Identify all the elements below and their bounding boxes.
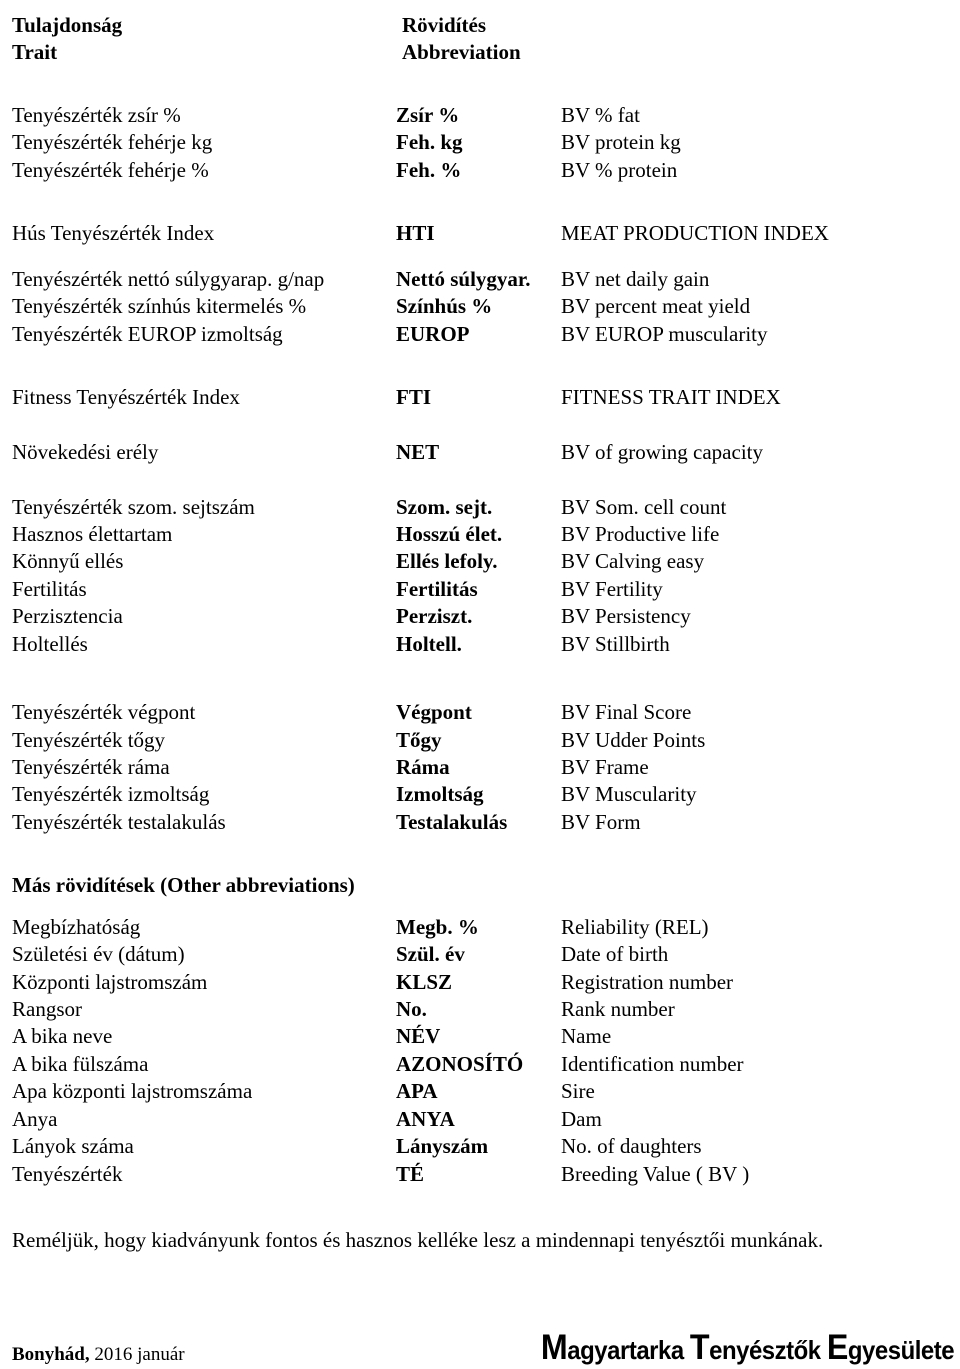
logo-initial-m: M [540,1328,568,1367]
abbreviation-cell: Perziszt. [396,604,473,628]
closing-sentence: Reméljük, hogy kiadványunk fontos és hasznos kelléke lesz a mindennapi tenyésztői munkának. [12,1228,824,1252]
english-cell: BV Productive life [561,522,720,546]
header-trait-hu: Tulajdonság [12,13,123,37]
logo-initial-e: E [826,1328,848,1367]
english-cell: Sire [561,1079,595,1103]
abbreviation-cell: ANYA [396,1107,455,1131]
trait-cell: Megbízhatóság [12,915,141,939]
trait-cell: Születési év (dátum) [12,942,185,966]
abbreviation-cell: Holtell. [396,632,462,656]
english-cell: MEAT PRODUCTION INDEX [561,221,829,245]
association-logo [541,1330,954,1368]
trait-cell: Tenyészérték színhús kitermelés % [12,294,307,318]
table-row [0,494,960,521]
table-row [0,941,960,968]
english-cell: BV Udder Points [561,728,706,752]
header-trait-column [12,12,122,66]
table-row [0,220,960,247]
abbreviation-cell: Ráma [396,755,450,779]
abbreviation-cell: Zsír % [396,103,460,127]
table-row [0,1051,960,1078]
abbreviation-cell: Színhús % [396,294,493,318]
table-row [0,521,960,548]
table-row [0,969,960,996]
table-row [0,576,960,603]
abbreviation-cell: NET [396,440,440,464]
english-cell: Rank number [561,997,675,1021]
abbreviation-cell: Lányszám [396,1134,489,1158]
english-cell: BV Calving easy [561,549,705,573]
abbreviation-cell: Nettó súlygyar. [396,267,531,291]
trait-cell: Tenyészérték [12,1162,123,1186]
table-row [0,781,960,808]
table-row [0,1078,960,1105]
trait-cell: Lányok száma [12,1134,134,1158]
trait-cell: Fertilitás [12,577,87,601]
other-abbreviations-title: Más rövidítések (Other abbreviations) [12,873,355,897]
table-row [0,1106,960,1133]
english-cell: BV of growing capacity [561,440,763,464]
english-cell: BV Stillbirth [561,632,670,656]
trait-cell: Holtellés [12,632,88,656]
trait-cell: Tenyészérték végpont [12,700,196,724]
english-cell: BV Som. cell count [561,495,727,519]
trait-cell: Rangsor [12,997,82,1021]
footer-place: Bonyhád, [12,1344,90,1365]
english-cell: No. of daughters [561,1134,702,1158]
abbreviation-cell: FTI [396,385,432,409]
trait-cell: Tenyészérték fehérje % [12,158,209,182]
english-cell: Registration number [561,970,734,994]
footer-date: 2016 január [94,1344,185,1365]
trait-cell: Központi lajstromszám [12,970,208,994]
trait-cell: Apa központi lajstromszáma [12,1079,253,1103]
trait-cell: Hasznos élettartam [12,522,173,546]
english-cell: BV % fat [561,103,640,127]
table-row [0,157,960,184]
abbreviation-cell: No. [396,997,427,1021]
trait-cell: Tenyészérték izmoltság [12,782,210,806]
abbreviation-cell: Fertilitás [396,577,478,601]
abbreviation-cell: TÉ [396,1162,425,1186]
english-cell: BV % protein [561,158,678,182]
abbreviation-cell: Szom. sejt. [396,495,493,519]
abbreviation-cell: Ellés lefoly. [396,549,498,573]
header-abbreviation-column [402,12,521,66]
table-row [0,293,960,320]
english-cell: BV net daily gain [561,267,710,291]
abbreviation-cell: Tőgy [396,728,442,752]
english-cell: BV EUROP muscularity [561,322,768,346]
abbreviation-cell: NÉV [396,1024,441,1048]
logo-initial-t: T [689,1328,710,1367]
trait-cell: Könnyű ellés [12,549,124,573]
trait-cell: Anya [12,1107,58,1131]
abbreviation-cell: Testalakulás [396,810,508,834]
table-row [0,914,960,941]
trait-cell: Tenyészérték EUROP izmoltság [12,322,283,346]
abbreviation-cell: AZONOSÍTÓ [396,1052,524,1076]
english-cell: FITNESS TRAIT INDEX [561,385,781,409]
trait-cell: Tenyészérték ráma [12,755,170,779]
logo-word-1: agyartarka [567,1335,684,1365]
english-cell: Date of birth [561,942,669,966]
abbreviation-cell: HTI [396,221,435,245]
english-cell: Identification number [561,1052,744,1076]
english-cell: BV Frame [561,755,649,779]
trait-cell: Tenyészérték szom. sejtszám [12,495,255,519]
table-row [0,809,960,836]
table-row [0,1023,960,1050]
abbreviation-cell: Feh. % [396,158,462,182]
abbreviation-cell: Feh. kg [396,130,463,154]
table-row [0,699,960,726]
abbreviation-cell: Szül. év [396,942,465,966]
table-row [0,996,960,1023]
table-row [0,1161,960,1188]
header-trait-en: Trait [12,40,58,64]
english-cell: Name [561,1024,612,1048]
table-row [0,754,960,781]
trait-cell: Tenyészérték fehérje kg [12,130,213,154]
english-cell: BV percent meat yield [561,294,751,318]
english-cell: BV Persistency [561,604,691,628]
trait-cell: Perzisztencia [12,604,123,628]
trait-cell: Hús Tenyészérték Index [12,221,215,245]
footer-place-date [12,1343,185,1367]
trait-cell: Fitness Tenyészérték Index [12,385,240,409]
table-row [0,266,960,293]
trait-cell: Tenyészérték testalakulás [12,810,226,834]
trait-cell: A bika neve [12,1024,113,1048]
english-cell: BV Form [561,810,641,834]
trait-cell: Tenyészérték zsír % [12,103,181,127]
table-row [0,321,960,348]
english-cell: BV Final Score [561,700,692,724]
table-row [0,1133,960,1160]
logo-word-3: gyesülete [847,1335,954,1365]
logo-word-2: enyésztők [709,1335,821,1365]
table-row [0,384,960,411]
english-cell: Breeding Value ( BV ) [561,1162,750,1186]
abbreviation-cell: Végpont [396,700,472,724]
abbreviation-cell: APA [396,1079,438,1103]
abbreviation-cell: KLSZ [396,970,453,994]
english-cell: BV protein kg [561,130,681,154]
table-row [0,631,960,658]
table-row [0,129,960,156]
trait-cell: A bika fülszáma [12,1052,149,1076]
abbreviation-cell: Megb. % [396,915,479,939]
table-row [0,548,960,575]
header-abbreviation-en: Abbreviation [402,40,521,64]
english-cell: BV Fertility [561,577,663,601]
trait-cell: Növekedési erély [12,440,159,464]
abbreviation-cell: EUROP [396,322,470,346]
trait-cell: Tenyészérték tőgy [12,728,166,752]
table-row [0,603,960,630]
english-cell: Reliability (REL) [561,915,709,939]
table-row [0,727,960,754]
header-abbreviation-hu: Rövidítés [402,13,486,37]
table-row [0,102,960,129]
abbreviation-cell: Hosszú élet. [396,522,503,546]
english-cell: BV Muscularity [561,782,697,806]
abbreviation-cell: Izmoltság [396,782,484,806]
table-row [0,439,960,466]
english-cell: Dam [561,1107,602,1131]
trait-cell: Tenyészérték nettó súlygyarap. g/nap [12,267,325,291]
